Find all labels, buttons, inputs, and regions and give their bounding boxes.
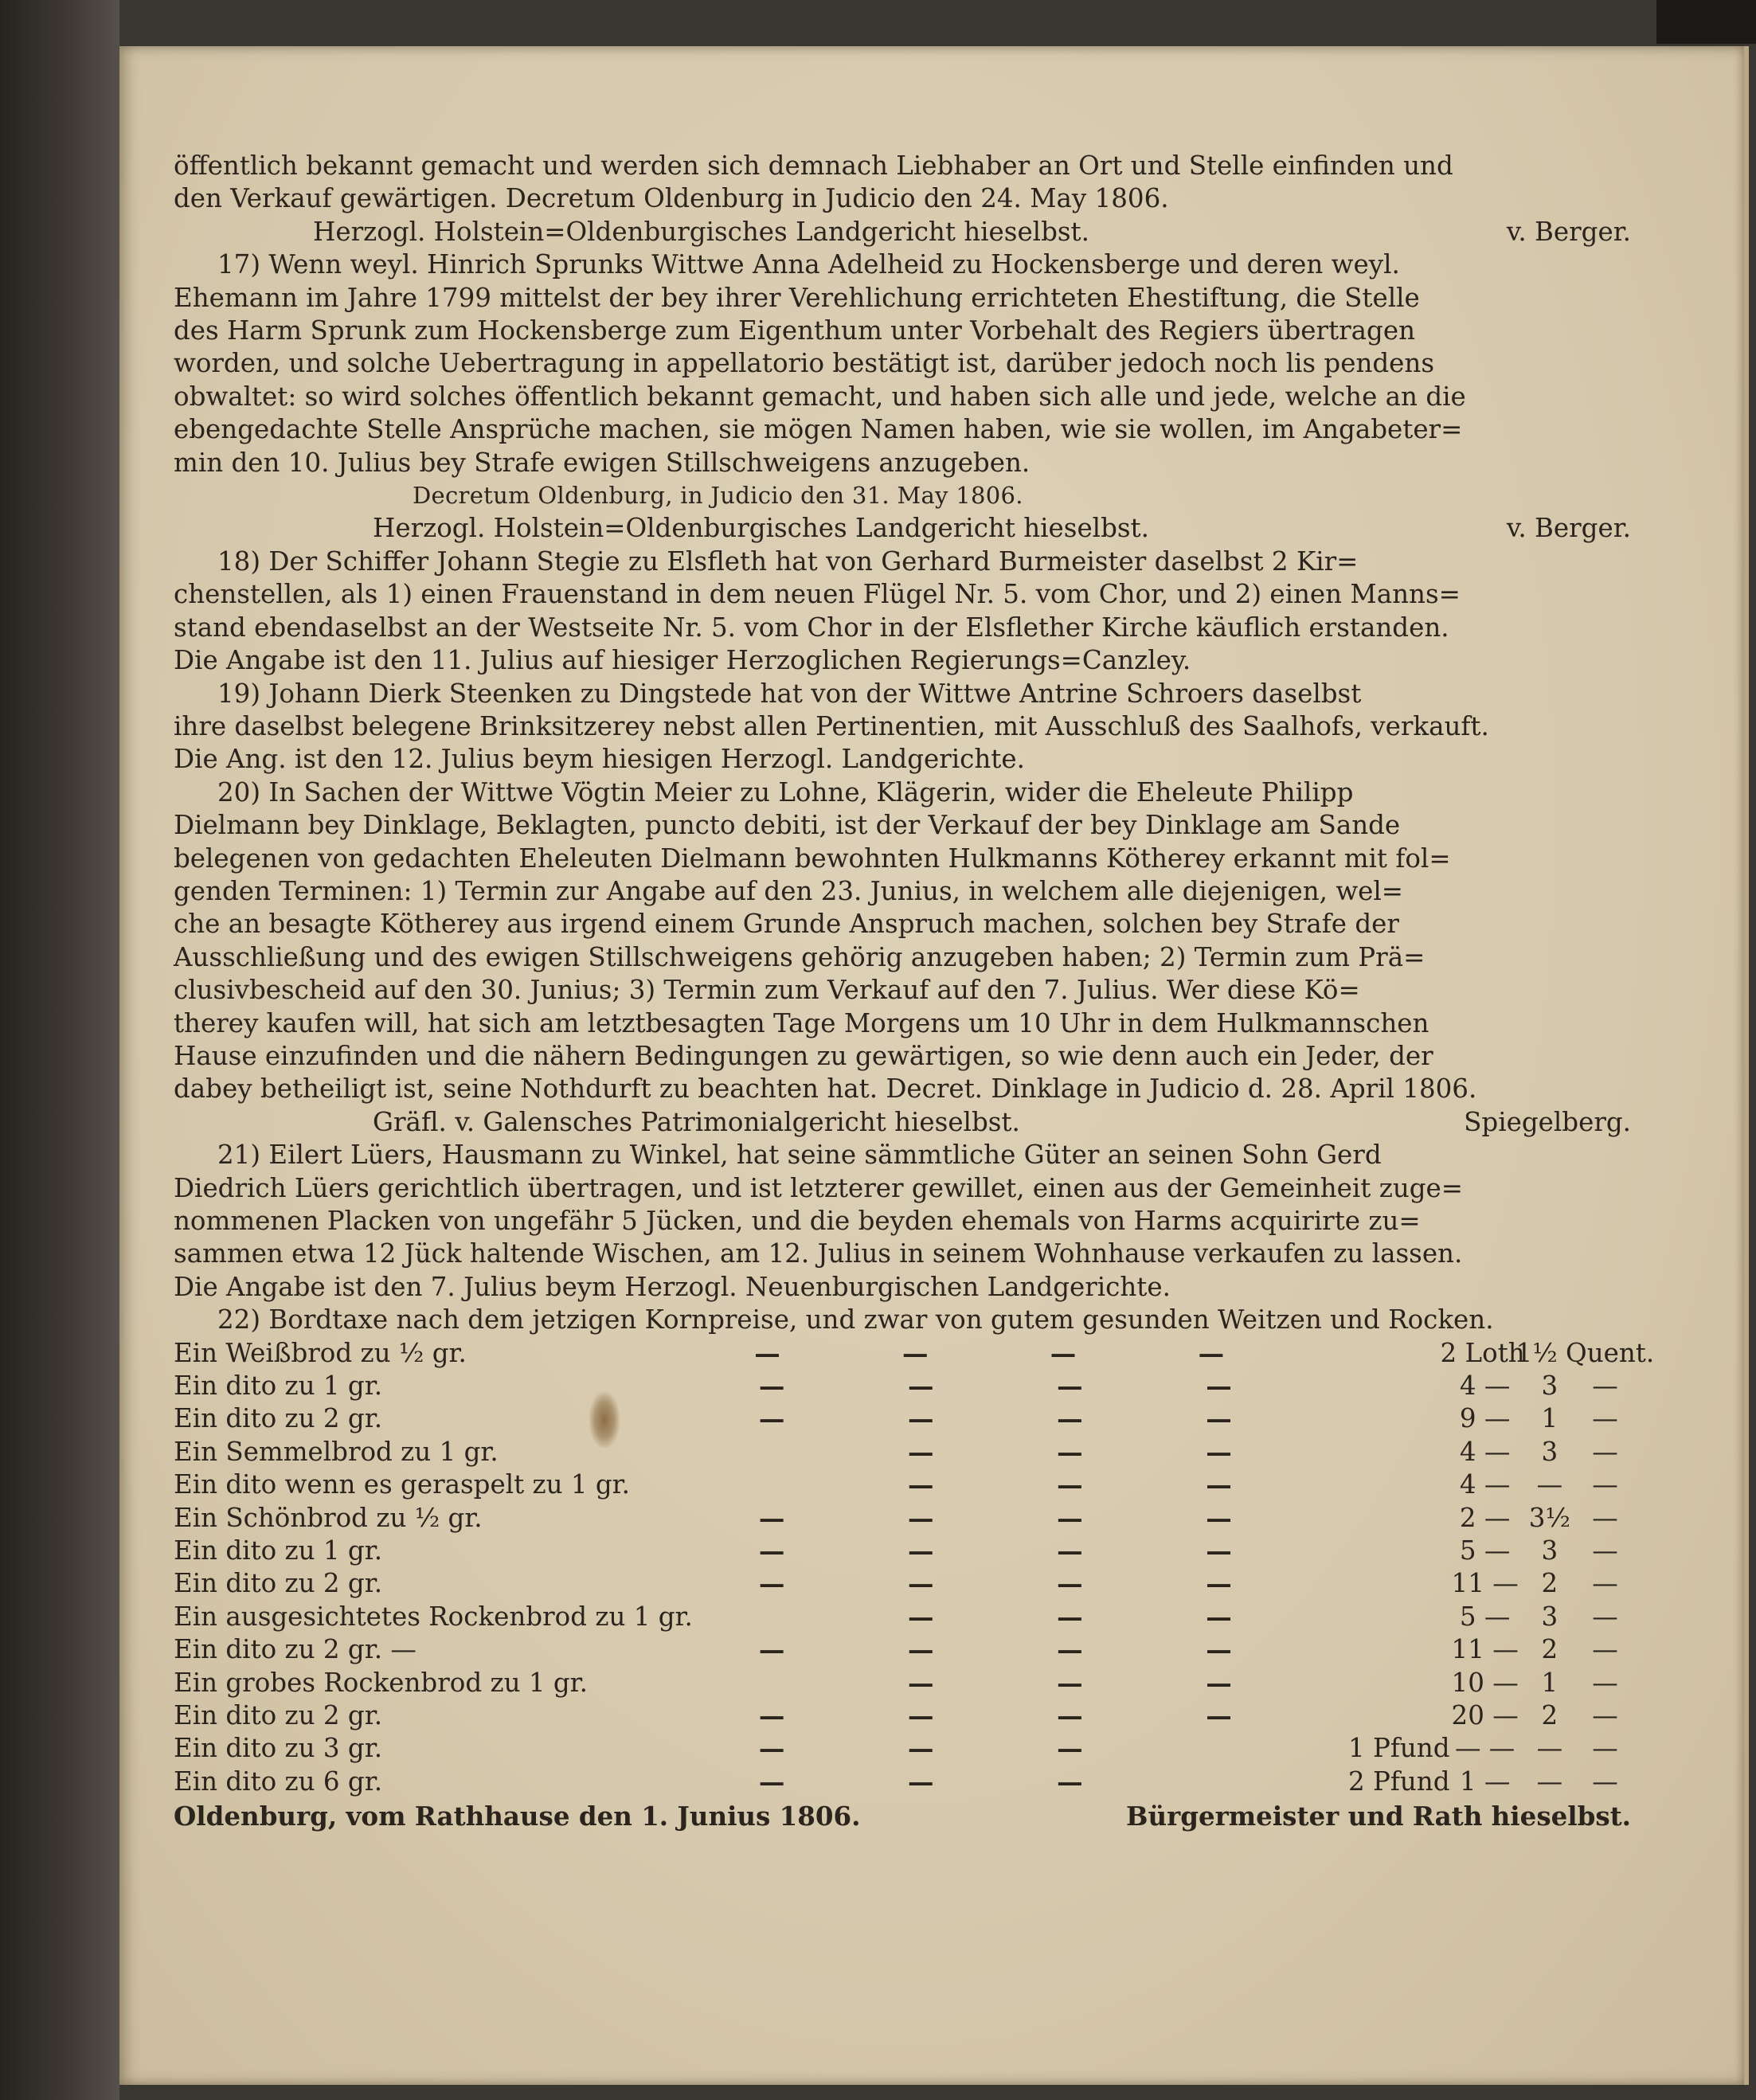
text-line: öffentlich bekannt gemacht und werden sich demnach Liebhaber an Ort und Stelle einfinden und bbox=[174, 151, 1453, 181]
dash-cell: — bbox=[1057, 1601, 1083, 1633]
text-line: genden Terminen: 1) Termin zur Angabe auf den 23. Junius, in welchem alle diejenigen, wel= bbox=[174, 875, 1404, 906]
text-line: 18) Der Schiffer Johann Stegie zu Elsfleth hat von Gerhard Burmeister daselbst 2 Kir= bbox=[217, 546, 1359, 577]
dash-cell: — bbox=[1206, 1699, 1232, 1731]
loth-weight: 9 — bbox=[1459, 1403, 1511, 1434]
quent-weight: 2 bbox=[1541, 1568, 1558, 1599]
dash-cell: — bbox=[1050, 1337, 1077, 1369]
dash-cell: — bbox=[1206, 1634, 1232, 1666]
bread-item: Ein Weißbrod zu ½ gr. bbox=[174, 1337, 467, 1368]
bread-item: Ein dito zu 2 gr. — bbox=[174, 1634, 417, 1665]
judge-name: v. Berger. bbox=[1506, 216, 1631, 247]
pound-weight: 1 Pfund bbox=[1347, 1733, 1450, 1764]
loth-weight: 5 — bbox=[1459, 1601, 1511, 1632]
text-line: Ehemann im Jahre 1799 mittelst der bey ihrer Verehlichung errichteten Ehestiftung, die Stelle bbox=[174, 282, 1420, 313]
dash-cell: — bbox=[1206, 1667, 1232, 1699]
bread-item: Ein dito zu 6 gr. bbox=[174, 1766, 383, 1797]
text-line: ihre daselbst belegene Brinksitzerey nebst allen Pertinentien, mit Ausschluß des Saalhofs, verkauft. bbox=[174, 710, 1489, 741]
loth-weight: 4 — bbox=[1459, 1469, 1511, 1500]
bread-item: Ein dito zu 2 gr. bbox=[174, 1568, 383, 1599]
table-row bbox=[174, 1601, 1631, 1633]
text-line: 19) Johann Dierk Steenken zu Dingstede hat von der Wittwe Antrine Schroers daselbst bbox=[217, 678, 1362, 709]
bread-item: Ein Semmelbrod zu 1 gr. bbox=[174, 1436, 499, 1467]
dash-cell: — bbox=[1592, 1667, 1618, 1698]
text-line: Die Angabe ist den 11. Julius auf hiesiger Herzoglichen Regierungs=Canzley. bbox=[174, 645, 1191, 676]
text-line: Die Ang. ist den 12. Julius beym hiesigen Herzogl. Landgerichte. bbox=[174, 744, 1025, 775]
loth-weight: 4 — bbox=[1459, 1436, 1511, 1467]
dash-cell: — bbox=[1057, 1568, 1083, 1600]
text-line: nommenen Placken von ungefähr 5 Jücken, und die beyden ehemals von Harms acquirirte zu= bbox=[174, 1206, 1421, 1236]
dash-cell: — bbox=[1057, 1667, 1083, 1699]
dash-cell: — bbox=[907, 1766, 934, 1797]
table-row bbox=[174, 1667, 1631, 1699]
text-line: Die Angabe ist den 7. Julius beym Herzogl. Neuenburgischen Landgerichte. bbox=[174, 1271, 1171, 1302]
bread-item: Ein ausgesichtetes Rockenbrod zu 1 gr. bbox=[174, 1601, 693, 1632]
page-corner-tab bbox=[1656, 0, 1756, 44]
table-row bbox=[174, 1633, 1631, 1666]
table-footer bbox=[174, 1800, 1631, 1832]
table-row bbox=[174, 1468, 1631, 1501]
dash-cell: — bbox=[907, 1502, 934, 1534]
table-heading: 22) Bordtaxe nach dem jetzigen Kornpreise, und zwar von gutem gesunden Weitzen und Rocken. bbox=[217, 1304, 1494, 1335]
bread-item: Ein dito zu 2 gr. bbox=[174, 1699, 383, 1730]
dash-cell: — bbox=[754, 1337, 780, 1369]
dash-cell: — bbox=[1057, 1502, 1083, 1534]
table-row bbox=[174, 1337, 1655, 1370]
dash-cell: — bbox=[758, 1371, 785, 1402]
loth-weight: 1 — bbox=[1459, 1766, 1511, 1797]
text-line: 20) In Sachen der Wittwe Vögtin Meier zu Lohne, Klägerin, wider die Eheleute Philipp bbox=[217, 776, 1354, 808]
dash-cell: — bbox=[907, 1634, 934, 1666]
loth-weight: 20 — bbox=[1451, 1699, 1519, 1730]
quent-weight: 2 bbox=[1541, 1699, 1558, 1730]
quent-weight: 3 bbox=[1541, 1535, 1558, 1566]
dash-cell: — bbox=[907, 1371, 934, 1402]
quent-weight: 3 bbox=[1541, 1601, 1558, 1632]
court-name: Gräfl. v. Galensches Patrimonialgericht hieselbst. bbox=[373, 1106, 1020, 1137]
dash-cell: — bbox=[907, 1469, 934, 1501]
dash-cell: — bbox=[907, 1535, 934, 1566]
notice-19 bbox=[174, 678, 1631, 776]
dash-cell: — bbox=[758, 1535, 785, 1566]
dash-cell: — bbox=[1592, 1469, 1618, 1500]
judge-name: Spiegelberg. bbox=[1464, 1106, 1631, 1137]
dash-cell: — bbox=[1206, 1403, 1232, 1435]
loth-weight: 11 — bbox=[1451, 1634, 1519, 1665]
quent-weight: 1½ Quent. bbox=[1515, 1337, 1655, 1368]
dash-cell: — bbox=[1057, 1403, 1083, 1435]
place-and-date: Oldenburg, vom Rathhause den 1. Junius 1806. bbox=[174, 1801, 861, 1832]
dash-cell: — bbox=[1206, 1535, 1232, 1566]
loth-weight: 2 Loth bbox=[1440, 1337, 1525, 1368]
court-name: Herzogl. Holstein=Oldenburgisches Landgericht hieselbst. bbox=[313, 216, 1089, 247]
bread-item: Ein dito zu 1 gr. bbox=[174, 1371, 383, 1402]
dash-cell: — bbox=[1592, 1371, 1618, 1402]
loth-weight: 4 — bbox=[1459, 1371, 1511, 1402]
dash-cell: — bbox=[758, 1699, 785, 1731]
book-binding-shadow bbox=[0, 0, 119, 2100]
dash-cell: — bbox=[758, 1733, 785, 1765]
table-row bbox=[174, 1567, 1631, 1600]
bread-item: Ein dito zu 3 gr. bbox=[174, 1733, 383, 1764]
dash-cell: — bbox=[1592, 1403, 1618, 1434]
table-row bbox=[174, 1699, 1631, 1732]
dash-cell: — bbox=[907, 1403, 934, 1435]
quent-weight: 3 bbox=[1541, 1371, 1558, 1402]
dash-cell: — bbox=[907, 1568, 934, 1600]
issuing-authority: Bürgermeister und Rath hieselbst. bbox=[1126, 1801, 1631, 1832]
table-row bbox=[174, 1766, 1631, 1798]
decree-line: Decretum Oldenburg, in Judicio den 31. May 1806. bbox=[413, 482, 1023, 510]
quent-weight: 3 bbox=[1541, 1436, 1558, 1467]
dash-cell: — bbox=[1198, 1337, 1225, 1369]
bread-item: Ein dito wenn es geraspelt zu 1 gr. bbox=[174, 1469, 630, 1500]
dash-cell: — bbox=[1057, 1766, 1083, 1797]
table-body bbox=[174, 1337, 1655, 1798]
text-line: Ausschließung und des ewigen Stillschweigens gehörig anzugeben haben; 2) Termin zum Prä= bbox=[174, 941, 1426, 972]
quent-weight: — bbox=[1536, 1733, 1563, 1764]
quent-weight: 2 bbox=[1541, 1634, 1558, 1665]
text-line: Diedrich Lüers gerichtlich übertragen, und ist letzterer gewillet, einen aus der Gemeinheit zuge= bbox=[174, 1172, 1464, 1203]
judge-name: v. Berger. bbox=[1506, 513, 1631, 544]
dash-cell: — bbox=[907, 1436, 934, 1468]
dash-cell: — bbox=[758, 1634, 785, 1666]
dash-cell: — bbox=[907, 1601, 934, 1633]
notice-21 bbox=[174, 1139, 1631, 1304]
dash-cell: — bbox=[1592, 1502, 1618, 1533]
quent-weight: 1 bbox=[1541, 1667, 1558, 1698]
text-line: Dielmann bey Dinklage, Beklagten, puncto debiti, ist der Verkauf der bey Dinklage am Sande bbox=[174, 810, 1401, 841]
notice-18 bbox=[174, 546, 1631, 678]
bread-item: Ein dito zu 2 gr. bbox=[174, 1403, 383, 1434]
bread-item: Ein Schönbrod zu ½ gr. bbox=[174, 1502, 483, 1533]
dash-cell: — bbox=[1057, 1699, 1083, 1731]
loth-weight: 11 — bbox=[1451, 1568, 1519, 1599]
dash-cell: — bbox=[1206, 1436, 1232, 1468]
table-row bbox=[174, 1732, 1631, 1765]
text-line: ebengedachte Stelle Ansprüche machen, sie mögen Namen haben, wie sie wollen, im Angabeter= bbox=[174, 414, 1463, 445]
dash-cell: — bbox=[1057, 1436, 1083, 1468]
dash-cell: — bbox=[1057, 1733, 1083, 1765]
table-row bbox=[174, 1370, 1631, 1402]
text-line: min den 10. Julius bey Strafe ewigen Stillschweigens anzugeben. bbox=[174, 447, 1031, 478]
text-line: che an besagte Kötherey aus irgend einem Grunde Anspruch machen, solchen bey Strafe der bbox=[174, 909, 1399, 940]
table-row bbox=[174, 1535, 1631, 1567]
bread-price-table bbox=[174, 1304, 1655, 1832]
signature-line bbox=[174, 216, 1631, 248]
bread-item: Ein grobes Rockenbrod zu 1 gr. bbox=[174, 1667, 588, 1698]
text-line: clusivbescheid auf den 30. Junius; 3) Termin zum Verkauf auf den 7. Julius. Wer diese Kö= bbox=[174, 975, 1360, 1006]
dash-cell: — bbox=[1592, 1634, 1618, 1665]
text-line: obwaltet: so wird solches öffentlich bekannt gemacht, und haben sich alle und jede, welche an die bbox=[174, 381, 1466, 412]
dash-cell: — bbox=[1592, 1601, 1618, 1632]
bread-item: Ein dito zu 1 gr. bbox=[174, 1535, 383, 1566]
dash-cell: — bbox=[758, 1502, 785, 1534]
dash-cell: — bbox=[1057, 1371, 1083, 1402]
dash-cell: — bbox=[902, 1337, 929, 1369]
notice-20 bbox=[174, 776, 1631, 1139]
text-line: den Verkauf gewärtigen. Decretum Oldenburg in Judicio den 24. May 1806. bbox=[174, 183, 1169, 214]
dash-cell: — bbox=[1206, 1502, 1232, 1534]
dash-cell: — bbox=[1592, 1568, 1618, 1599]
dash-cell: — bbox=[1206, 1469, 1232, 1501]
table-row bbox=[174, 1502, 1631, 1535]
dash-cell: — bbox=[1057, 1469, 1083, 1501]
signature-line bbox=[174, 512, 1631, 545]
notice-17 bbox=[174, 248, 1631, 546]
loth-weight: 10 — bbox=[1451, 1667, 1519, 1698]
dash-cell: — bbox=[758, 1568, 785, 1600]
quent-weight: 3½ bbox=[1528, 1502, 1570, 1533]
text-line: worden, und solche Uebertragung in appellatorio bestätigt ist, darüber jedoch noch lis pendens bbox=[174, 348, 1435, 379]
quent-weight: — bbox=[1536, 1469, 1563, 1500]
dash-cell: — bbox=[758, 1403, 785, 1435]
notice-16 bbox=[174, 150, 1631, 248]
dash-cell: — bbox=[1057, 1535, 1083, 1566]
dash-cell: — bbox=[1206, 1568, 1232, 1600]
text-line: therey kaufen will, hat sich am letztbesagten Tage Morgens um 10 Uhr in dem Hulkmannschen bbox=[174, 1007, 1429, 1038]
dash-cell: — bbox=[1592, 1535, 1618, 1566]
dash-cell: — bbox=[758, 1766, 785, 1797]
dash-cell: — bbox=[1592, 1733, 1618, 1764]
court-name: Herzogl. Holstein=Oldenburgisches Landgericht hieselbst. bbox=[373, 513, 1149, 544]
text-line: belegenen von gedachten Eheleuten Dielmann bewohnten Hulkmanns Kötherey erkannt mit fol= bbox=[174, 843, 1451, 874]
page-text bbox=[174, 150, 1655, 1833]
pound-weight: 2 Pfund bbox=[1347, 1766, 1450, 1797]
signature-line bbox=[174, 1106, 1631, 1139]
text-line: 21) Eilert Lüers, Hausmann zu Winkel, hat seine sämmtliche Güter an seinen Sohn Gerd bbox=[217, 1140, 1382, 1171]
text-line: 17) Wenn weyl. Hinrich Sprunks Wittwe Anna Adelheid zu Hockensberge und deren weyl. bbox=[217, 249, 1400, 280]
dash-cell: — bbox=[907, 1667, 934, 1699]
table-row bbox=[174, 1402, 1631, 1435]
dash-cell: — bbox=[1592, 1766, 1618, 1797]
text-line: sammen etwa 12 Jück haltende Wischen, am 12. Julius in seinem Wohnhause verkaufen zu lassen. bbox=[174, 1238, 1463, 1269]
dash-cell: — bbox=[1057, 1634, 1083, 1666]
text-line: Hause einzufinden und die nähern Bedingungen zu gewärtigen, so wie denn auch ein Jeder, der bbox=[174, 1040, 1433, 1071]
loth-weight: 5 — bbox=[1459, 1535, 1511, 1566]
dash-cell: — bbox=[1592, 1699, 1618, 1730]
dash-cell: — bbox=[1206, 1601, 1232, 1633]
text-line: stand ebendaselbst an der Westseite Nr. 5. vom Chor in der Elsflether Kirche käuflich erstanden. bbox=[174, 612, 1449, 643]
text-line: chenstellen, als 1) einen Frauenstand in dem neuen Flügel Nr. 5. vom Chor, und 2) einen Manns= bbox=[174, 579, 1461, 610]
dash-cell: — bbox=[1592, 1436, 1618, 1467]
quent-weight: 1 bbox=[1541, 1403, 1558, 1434]
dash-cell: — bbox=[1206, 1371, 1232, 1402]
text-line: dabey betheiligt ist, seine Nothdurft zu beachten hat. Decret. Dinklage in Judicio d. 28. April 1806. bbox=[174, 1073, 1477, 1105]
dash-cell: — bbox=[907, 1699, 934, 1731]
text-line: des Harm Sprunk zum Hockensberge zum Eigenthum unter Vorbehalt des Regiers übertragen bbox=[174, 315, 1416, 346]
loth-weight: — — bbox=[1454, 1733, 1515, 1764]
dash-cell: — bbox=[907, 1733, 934, 1765]
loth-weight: 2 — bbox=[1459, 1502, 1511, 1533]
table-row bbox=[174, 1436, 1631, 1468]
quent-weight: — bbox=[1536, 1766, 1563, 1797]
